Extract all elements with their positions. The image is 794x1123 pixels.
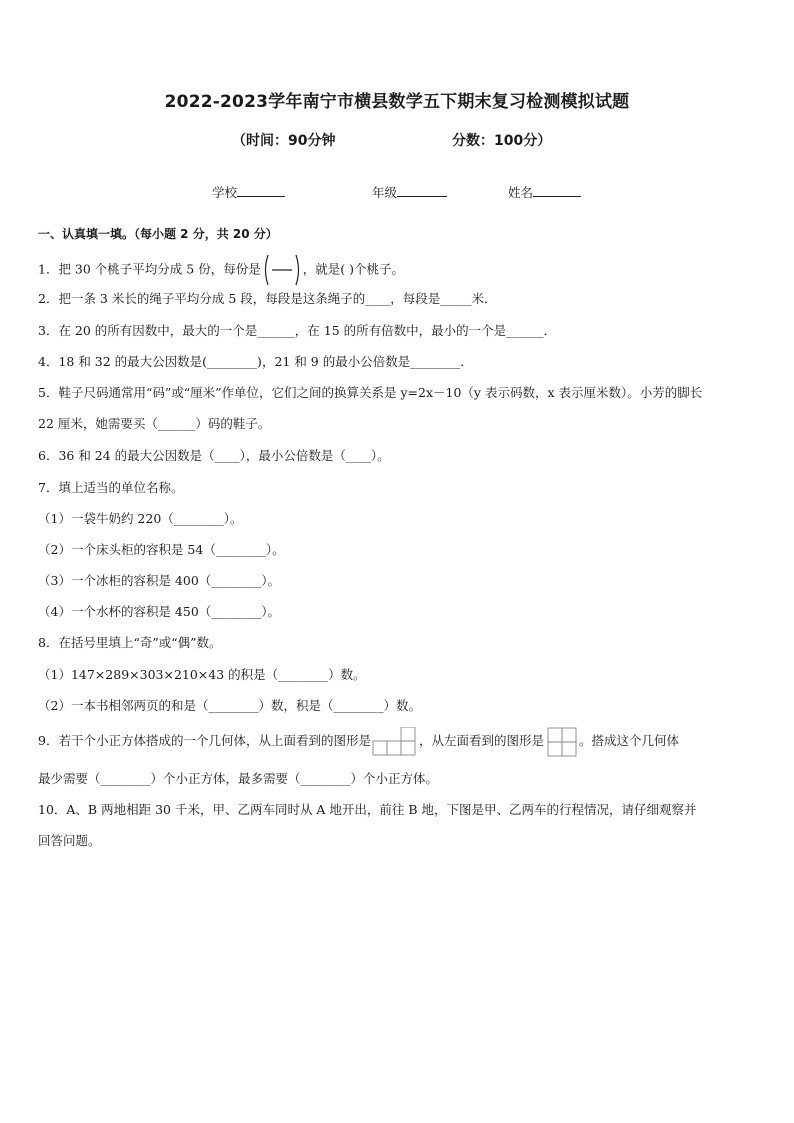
- question-6: 6．36 和 24 的最大公因数是（____），最小公倍数是（____）。: [38, 448, 390, 463]
- question-10-line-1: 10．A、B 两地相距 30 千米，甲、乙两车同时从 A 地开出，前往 B 地，下图是甲、乙两车的行程情况，请仔细观察并: [38, 802, 697, 817]
- name-field: [508, 183, 581, 201]
- fraction-blank-icon[interactable]: [262, 253, 302, 287]
- school-field: [212, 183, 285, 201]
- school-blank[interactable]: [237, 184, 285, 197]
- question-2: 2．把一条 3 米长的绳子平均分成 5 段，每段是这条绳子的____，每段是_____米．: [38, 291, 497, 306]
- name-blank[interactable]: [533, 184, 581, 197]
- exam-title: 2022-2023学年南宁市横县数学五下期末复习检测模拟试题: [164, 92, 630, 112]
- question-8: 8．在括号里填上“奇”或“偶”数。: [38, 635, 222, 650]
- question-5-line-1: 5．鞋子尺码通常用“码”或“厘米”作单位，它们之间的换算关系是 y=2x－10（y 表示码数，x 表示厘米数）。小芳的脚长: [38, 385, 703, 400]
- question-7-1: （1）一袋牛奶约 220（________）。: [38, 511, 243, 526]
- time-label: （时间：90分钟: [232, 133, 336, 149]
- question-3: 3．在 20 的所有因数中，最大的一个是______，在 15 的所有倍数中，最小的一个是______．: [38, 323, 557, 338]
- question-9-text-a: 9．若干个小正方体搭成的一个几何体，从上面看到的图形是: [38, 733, 371, 748]
- question-7-2: （2）一个床头柜的容积是 54（________）。: [38, 542, 285, 557]
- score-label: 分数：100分）: [452, 133, 552, 149]
- grade-blank[interactable]: [397, 184, 447, 197]
- grade-label: 年级: [372, 185, 398, 200]
- question-4: 4．18 和 32 的最大公因数是(________)，21 和 9 的最小公倍数是________．: [38, 354, 473, 369]
- top-view-grid-icon: [371, 727, 419, 757]
- question-1-text-a: 1．把 30 个桃子平均分成 5 份，每份是: [38, 261, 261, 277]
- question-7: 7．填上适当的单位名称。: [38, 480, 184, 495]
- grade-field: [372, 183, 447, 201]
- question-1-text-b: ，就是( )个桃子。: [302, 261, 404, 277]
- question-8-1: （1）147×289×303×210×43 的积是（________）数。: [38, 667, 366, 682]
- school-label: 学校: [212, 185, 238, 200]
- left-view-grid-icon: [547, 727, 579, 757]
- question-9-line-2: 最少需要（________）个小正方体，最多需要（________）个小正方体。: [38, 771, 439, 786]
- section-heading: 一、认真填一填。（每小题 2 分，共 20 分）: [38, 227, 278, 241]
- question-9-line-1: [38, 726, 679, 757]
- question-5-line-2: 22 厘米，她需要买（______）码的鞋子。: [38, 416, 271, 431]
- question-7-3: （3）一个冰柜的容积是 400（________）。: [38, 573, 281, 588]
- question-9-text-c: 。搭成这个几何体: [578, 733, 679, 748]
- question-9-text-b: ，从左面看到的图形是: [418, 733, 544, 748]
- question-7-4: （4）一个水杯的容积是 450（________）。: [38, 604, 281, 619]
- question-10-line-2: 回答问题。: [38, 833, 101, 848]
- name-label: 姓名: [508, 185, 534, 200]
- question-8-2: （2）一本书相邻两页的和是（________）数，积是（________）数。: [38, 698, 421, 713]
- question-1: [38, 253, 404, 287]
